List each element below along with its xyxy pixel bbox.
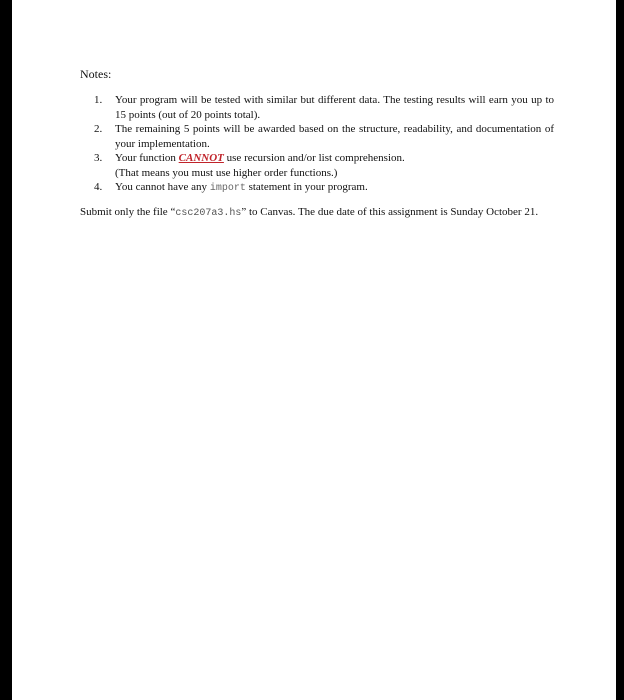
submit-text-end: ” to Canvas. The due date of this assignment is Sunday October 21. — [241, 206, 539, 218]
list-item-subnote: (That means you must use higher order functions.) — [115, 166, 338, 179]
list-item-text-start: You cannot have any — [115, 181, 210, 193]
list-item — [94, 93, 554, 122]
document-page — [12, 0, 616, 700]
list-item-number: 1. — [94, 94, 103, 106]
list-item — [94, 122, 554, 151]
notes-list — [94, 93, 554, 197]
list-item-text: The remaining 5 points will be awarded based on the structure, readability, and documentation of your implementation. — [115, 123, 554, 150]
list-item-text — [115, 180, 554, 197]
list-item-text-end: statement in your program. — [245, 181, 368, 193]
list-item-number: 2. — [94, 123, 103, 135]
list-item-text: Your program will be tested with similar but different data. The testing results will earn you up to 15 points (out of 20 points total). — [115, 94, 554, 121]
list-item — [94, 180, 554, 197]
list-item-text-end: use recursion and/or list comprehension. — [223, 152, 405, 164]
import-code: import — [209, 183, 246, 194]
submit-instructions — [80, 205, 546, 222]
list-item-number: 4. — [94, 181, 103, 193]
list-item-text-start: Your function — [115, 152, 179, 164]
cannot-emphasis: CANNOT — [178, 152, 224, 164]
submit-text-start: Submit only the file “ — [80, 206, 176, 218]
list-item-number: 3. — [94, 152, 103, 164]
list-item-text — [115, 151, 554, 166]
filename-code: csc207a3.hs — [175, 208, 242, 219]
list-item — [94, 151, 554, 180]
notes-heading: Notes: — [80, 67, 112, 81]
